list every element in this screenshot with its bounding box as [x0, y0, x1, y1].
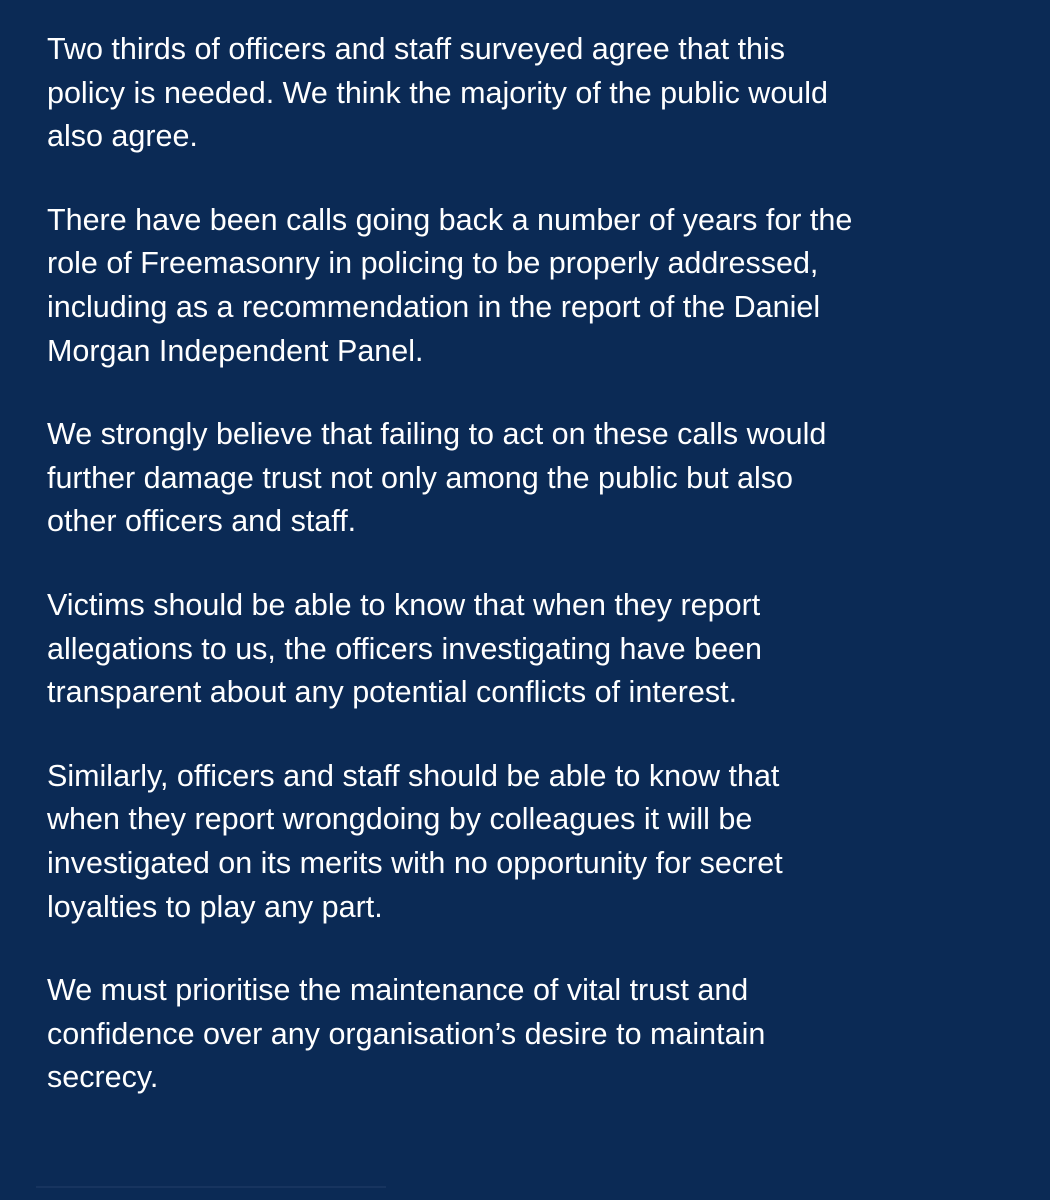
paragraph-line: other officers and staff. — [47, 504, 357, 539]
paragraph-line: loyalties to play any part. — [47, 889, 383, 924]
bottom-divider — [36, 1186, 386, 1188]
paragraph-line: transparent about any potential conflicts of interest. — [47, 675, 738, 710]
paragraph-line: role of Freemasonry in policing to be properly addressed, — [47, 246, 819, 281]
paragraph-line: We must prioritise the maintenance of vital trust and — [47, 973, 749, 1008]
paragraph-line: policy is needed. We think the majority of the public would — [47, 75, 828, 110]
paragraph-line: including as a recommendation in the report of the Daniel — [47, 289, 821, 324]
paragraph-line: We strongly believe that failing to act on these calls would — [47, 417, 827, 452]
paragraph-line: secrecy. — [47, 1060, 159, 1095]
paragraph-line: Victims should be able to know that when they report — [47, 587, 761, 622]
paragraph-trust-damage — [47, 413, 1030, 544]
paragraph-victims-transparency — [47, 584, 1030, 715]
paragraph-line: Similarly, officers and staff should be able to know that — [47, 758, 780, 793]
paragraph-line: also agree. — [47, 119, 198, 154]
paragraph-line: allegations to us, the officers investigating have been — [47, 631, 762, 666]
paragraph-line: when they report wrongdoing by colleagues it will be — [47, 802, 753, 837]
paragraph-line: Two thirds of officers and staff surveyed agree that this — [47, 32, 786, 66]
paragraph-line: There have been calls going back a number of years for the — [47, 202, 853, 237]
paragraph-freemasonry-calls — [47, 199, 1030, 373]
paragraph-survey-agreement — [47, 28, 1030, 159]
paragraph-line: investigated on its merits with no opportunity for secret — [47, 845, 783, 880]
paragraph-line: Morgan Independent Panel. — [47, 333, 424, 368]
paragraph-line: further damage trust not only among the public but also — [47, 460, 793, 495]
paragraph-line: confidence over any organisation’s desire to maintain — [47, 1016, 766, 1051]
paragraph-colleague-wrongdoing — [47, 755, 1030, 929]
paragraph-trust-priority — [47, 969, 1030, 1100]
